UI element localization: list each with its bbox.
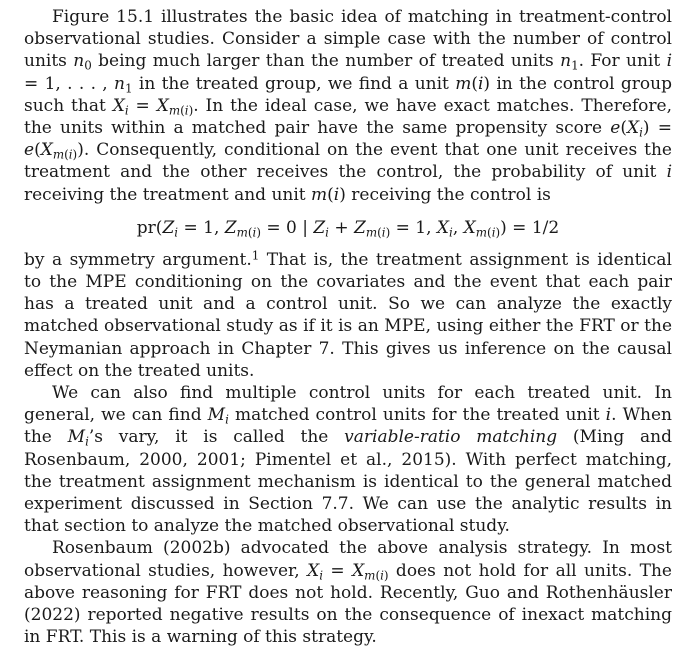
paragraph-symmetry-argument: by a symmetry argument.$^1$ That is, the treatment assignment is identical to the MPE conditioning on the covariates and the event that each pair has a treated unit and a control unit. So we can analyze the exactly matched observational study as if it is an MPE, using either the FRT or the Neymanian approach in Chapter 7. This gives us inference on the causal effect on the treated units. — [24, 248, 672, 381]
equation-matched-pair-probability: $pr(Z_i = 1$, $Z_{m(i)} = 0$ | $Z_i + Z_{m(i)} = 1$, $X_i$, $X_{m(i)}) = 1/2$ — [136, 217, 560, 240]
paragraph-variable-ratio-matching: We can also find multiple control units for each treated unit. In general, we can find $M_i$ matched control units for the treated unit i. When the $M_i’s$ vary, it is called the variable-ratio matching (Ming and Rosenbaum, 2000, 2001; Pimentel et al., 2015). With perfect matching, the treatment assignment mechanism is identical to the general matched experiment discussed in Section 7.7. We can use the analytic results in that section to analyze the matched observational study. — [24, 383, 672, 537]
paragraph-matching-intro: Figure 15.1 illustrates the basic idea of matching in treatment-control observational studies. Consider a simple case with the number of control units $n_0$ being much larger than the number of treated units $n_1$. For unit i = 1, . . . , $n_1$ in the treated group, we find a unit m(i) in the control group such that $X_i = X_{m(i)}$. In the ideal case, we have exact matches. Therefore, the units within a matched pair have the same propensity score $e(X_i) = e(X_{m(i)})$. Consequently, conditional on the event that one unit receives the treatment and the other receives the control, the probability of unit i receiving the treatment and unit m(i) receiving the control is — [24, 7, 673, 205]
paragraph-inexact-matching-warning: Rosenbaum (2002b) advocated the above analysis strategy. In most observational studies, however, $X_i = X_{m(i)}$ does not hold for all units. The above reasoning for FRT does not hold. Recently, Guo and Rothenhäusler (2022) reported negative results on the consequence of inexact matching in FRT. This is a warning of this strategy. — [24, 538, 672, 648]
